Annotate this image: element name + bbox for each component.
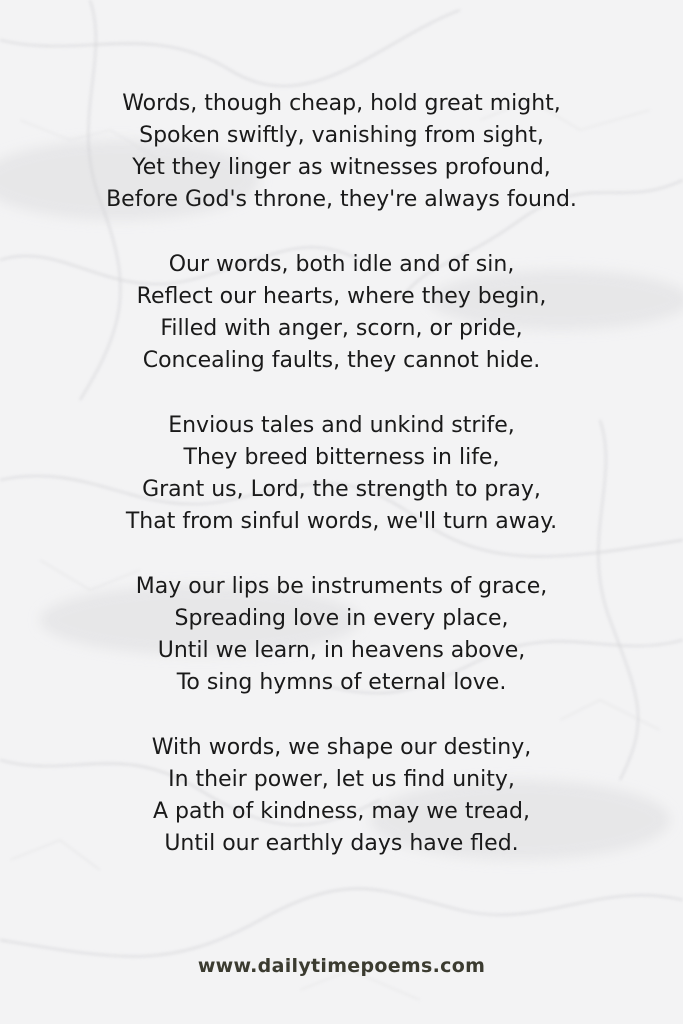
poem-line: May our lips be instruments of grace,: [135, 574, 548, 599]
poem-line: Our words, both idle and of sin,: [168, 252, 515, 277]
poem-line: Reflect our hearts, where they begin,: [136, 284, 547, 309]
poem-line: That from sinful words, we'll turn away.: [125, 509, 558, 534]
poem-line: Yet they linger as witnesses profound,: [132, 155, 551, 180]
poem-line: Spreading love in every place,: [174, 606, 509, 631]
poem-line: To sing hymns of eternal love.: [176, 670, 507, 695]
poem-stanza: [0, 249, 683, 377]
poem-line: Until we learn, in heavens above,: [157, 638, 526, 663]
poem-stanza: [0, 88, 683, 216]
website-footer: www.dailytimepoems.com: [197, 955, 486, 977]
poem-line: A path of kindness, may we tread,: [152, 799, 530, 824]
poem-stanza: [0, 732, 683, 860]
poem-line: Filled with anger, scorn, or pride,: [160, 316, 523, 341]
poem: [0, 88, 683, 893]
poem-line: Envious tales and unkind strife,: [168, 413, 515, 438]
poem-stanza: [0, 571, 683, 699]
poem-line: Grant us, Lord, the strength to pray,: [142, 477, 541, 502]
poem-line: With words, we shape our destiny,: [151, 735, 532, 760]
poem-line: Spoken swiftly, vanishing from sight,: [139, 123, 544, 148]
poem-stanza: [0, 410, 683, 538]
poem-line: In their power, let us find unity,: [168, 767, 515, 792]
poem-line: They breed bitterness in life,: [183, 445, 500, 470]
poem-line: Before God's throne, they're always found.: [106, 187, 577, 212]
poem-line: Until our earthly days have fled.: [164, 831, 519, 856]
poem-line: Concealing faults, they cannot hide.: [142, 348, 541, 373]
poem-line: Words, though cheap, hold great might,: [122, 91, 561, 116]
